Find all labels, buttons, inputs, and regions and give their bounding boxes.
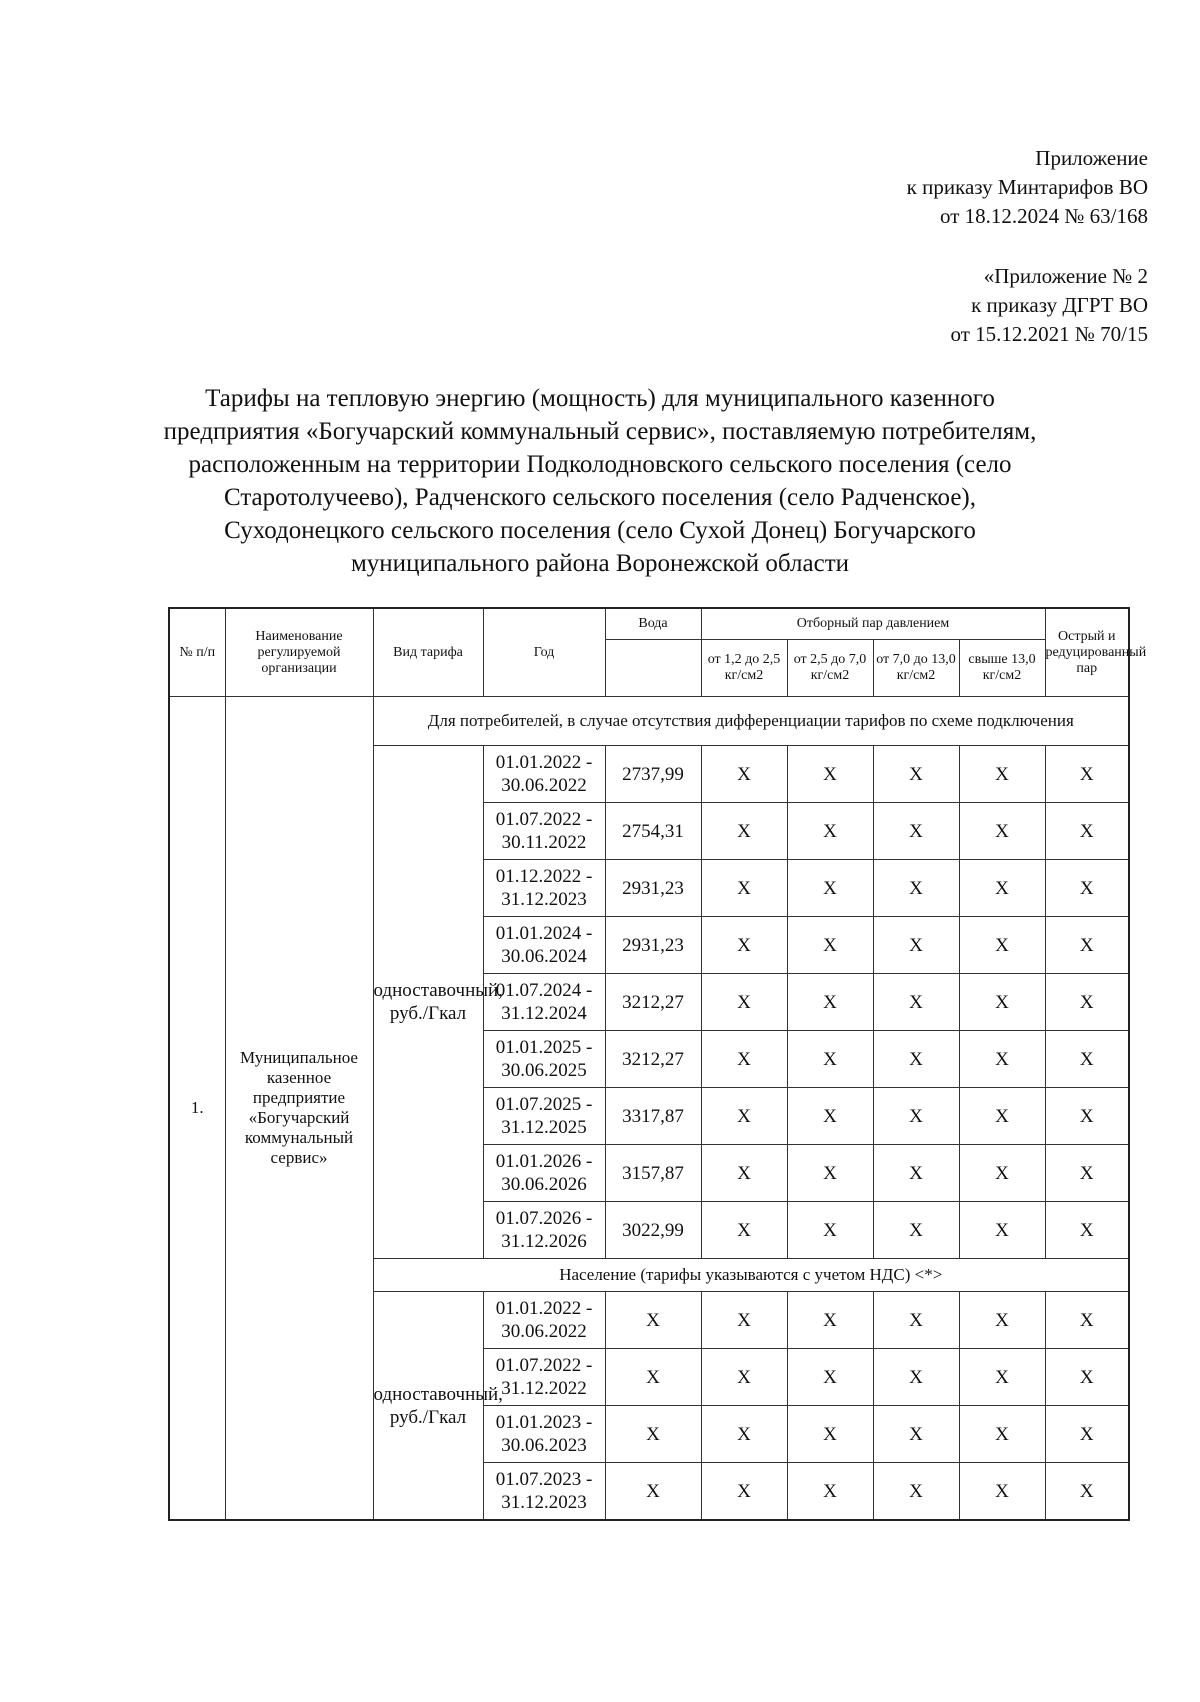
section-row: [169, 697, 1129, 746]
col-header-org: Наименование регулируемой организации: [225, 608, 373, 697]
value-cell-p4: X: [959, 1292, 1045, 1349]
value-cell-p3: X: [873, 1088, 959, 1145]
value-cell-p1: X: [701, 1088, 787, 1145]
period-cell: 01.01.2026 - 30.06.2026: [483, 1145, 605, 1202]
period-cell: 01.07.2025 - 31.12.2025: [483, 1088, 605, 1145]
table-body: [169, 697, 1129, 1521]
value-cell-p4: X: [959, 917, 1045, 974]
col-header-steam-group: Отборный пар давлением: [701, 608, 1045, 640]
col-header-tariff-type: Вид тарифа: [373, 608, 483, 697]
value-cell-water: X: [605, 1292, 701, 1349]
period-cell: 01.07.2026 - 31.12.2026: [483, 1202, 605, 1259]
value-cell-water: 2931,23: [605, 917, 701, 974]
value-cell-p3: X: [873, 1349, 959, 1406]
value-cell-p3: X: [873, 746, 959, 803]
organization-name: Муниципальное казенное предприятие «Богучарский коммунальный сервис»: [225, 697, 373, 1521]
value-cell-p3: X: [873, 860, 959, 917]
value-cell-water: X: [605, 1463, 701, 1521]
col-header-p3: от 7,0 до 13,0 кг/см2: [873, 640, 959, 697]
value-cell-water: 3157,87: [605, 1145, 701, 1202]
value-cell-water: 3317,87: [605, 1088, 701, 1145]
value-cell-sharp: X: [1045, 1202, 1129, 1259]
value-cell-p3: X: [873, 917, 959, 974]
value-cell-p4: X: [959, 803, 1045, 860]
value-cell-p2: X: [787, 974, 873, 1031]
value-cell-water: 3212,27: [605, 1031, 701, 1088]
value-cell-p4: X: [959, 974, 1045, 1031]
table-header-row: [169, 608, 1129, 640]
value-cell-water: 2737,99: [605, 746, 701, 803]
value-cell-sharp: X: [1045, 917, 1129, 974]
period-cell: 01.01.2025 - 30.06.2025: [483, 1031, 605, 1088]
value-cell-p2: X: [787, 1463, 873, 1521]
value-cell-p1: X: [701, 1202, 787, 1259]
period-cell: 01.07.2022 - 30.11.2022: [483, 803, 605, 860]
value-cell-p1: X: [701, 1145, 787, 1202]
value-cell-p2: X: [787, 1145, 873, 1202]
value-cell-p4: X: [959, 746, 1045, 803]
value-cell-p1: X: [701, 917, 787, 974]
appendix-header-line3: от 18.12.2024 № 63/168: [939, 204, 1148, 228]
value-cell-p4: X: [959, 1088, 1045, 1145]
value-cell-p1: X: [701, 974, 787, 1031]
value-cell-p2: X: [787, 1088, 873, 1145]
appendix-header: [907, 144, 1148, 231]
value-cell-sharp: X: [1045, 1406, 1129, 1463]
value-cell-p4: X: [959, 1031, 1045, 1088]
value-cell-p2: X: [787, 1292, 873, 1349]
col-header-sharp-steam: Острый и редуцированный пар: [1045, 608, 1129, 697]
value-cell-p1: X: [701, 746, 787, 803]
col-header-p4: свыше 13,0 кг/см2: [959, 640, 1045, 697]
appendix-original-line3: от 15.12.2021 № 70/15: [950, 322, 1148, 346]
value-cell-water: 3212,27: [605, 974, 701, 1031]
value-cell-sharp: X: [1045, 746, 1129, 803]
section-title-consumers: Для потребителей, в случае отсутствия дифференциации тарифов по схеме подключения: [373, 697, 1129, 746]
value-cell-p4: X: [959, 1349, 1045, 1406]
period-cell: 01.12.2022 - 31.12.2023: [483, 860, 605, 917]
value-cell-p2: X: [787, 1349, 873, 1406]
value-cell-p2: X: [787, 803, 873, 860]
value-cell-p1: X: [701, 1349, 787, 1406]
period-cell: 01.01.2022 - 30.06.2022: [483, 1292, 605, 1349]
value-cell-p2: X: [787, 746, 873, 803]
value-cell-sharp: X: [1045, 803, 1129, 860]
value-cell-p2: X: [787, 917, 873, 974]
appendix-header-line1: Приложение: [1035, 146, 1148, 170]
period-cell: 01.07.2024 - 31.12.2024: [483, 974, 605, 1031]
period-cell: 01.01.2023 - 30.06.2023: [483, 1406, 605, 1463]
period-cell: 01.01.2024 - 30.06.2024: [483, 917, 605, 974]
document-title: Тарифы на тепловую энергию (мощность) для муниципального казенного предприятия «Богучарский коммунальный сервис», поставляемую потребителям, расположенным на территории Подколодновского сельского поселения (село Старотолучеево), Радченского сельского поселения (село Радченское), Суходонецкого сельского поселения (село Сухой Донец) Богучарского муниципального района Воронежской области: [163, 385, 1037, 577]
col-header-p2: от 2,5 до 7,0 кг/см2: [787, 640, 873, 697]
section-title-population: Население (тарифы указываются с учетом НДС) <*>: [373, 1259, 1129, 1292]
row-number: 1.: [169, 697, 225, 1521]
value-cell-p4: X: [959, 860, 1045, 917]
value-cell-p4: X: [959, 1202, 1045, 1259]
value-cell-p1: X: [701, 1031, 787, 1088]
period-cell: 01.01.2022 - 30.06.2022: [483, 746, 605, 803]
value-cell-water: 3022,99: [605, 1202, 701, 1259]
tariffs-table: [168, 607, 1147, 1521]
value-cell-p2: X: [787, 1031, 873, 1088]
col-header-year: Год: [483, 608, 605, 697]
value-cell-p4: X: [959, 1463, 1045, 1521]
period-cell: 01.07.2022 - 31.12.2022: [483, 1349, 605, 1406]
value-cell-p3: X: [873, 1406, 959, 1463]
value-cell-sharp: X: [1045, 1463, 1129, 1521]
value-cell-sharp: X: [1045, 860, 1129, 917]
tariff-type: одноставочный, руб./Гкал: [373, 746, 483, 1259]
col-header-p1: от 1,2 до 2,5 кг/см2: [701, 640, 787, 697]
value-cell-p3: X: [873, 1031, 959, 1088]
value-cell-p1: X: [701, 860, 787, 917]
value-cell-p3: X: [873, 1292, 959, 1349]
value-cell-p1: X: [701, 1292, 787, 1349]
value-cell-water: X: [605, 1406, 701, 1463]
value-cell-sharp: X: [1045, 1031, 1129, 1088]
tariff-type: одноставочный, руб./Гкал: [373, 1292, 483, 1521]
value-cell-p4: X: [959, 1145, 1045, 1202]
appendix-header-line2: к приказу Минтарифов ВО: [906, 175, 1148, 199]
value-cell-p3: X: [873, 974, 959, 1031]
value-cell-sharp: X: [1045, 1349, 1129, 1406]
col-header-num: № п/п: [169, 608, 225, 697]
value-cell-sharp: X: [1045, 1088, 1129, 1145]
value-cell-p2: X: [787, 860, 873, 917]
appendix-original-line2: к приказу ДГРТ ВО: [971, 293, 1148, 317]
appendix-original-line1: «Приложение № 2: [983, 264, 1148, 288]
value-cell-p4: X: [959, 1406, 1045, 1463]
value-cell-water: 2931,23: [605, 860, 701, 917]
value-cell-p3: X: [873, 1202, 959, 1259]
value-cell-p1: X: [701, 1406, 787, 1463]
value-cell-water: X: [605, 1349, 701, 1406]
value-cell-p1: X: [701, 803, 787, 860]
value-cell-p3: X: [873, 1463, 959, 1521]
value-cell-p3: X: [873, 1145, 959, 1202]
appendix-original-header: [950, 262, 1148, 349]
period-cell: 01.07.2023 - 31.12.2023: [483, 1463, 605, 1521]
value-cell-p3: X: [873, 803, 959, 860]
value-cell-sharp: X: [1045, 1145, 1129, 1202]
col-header-water: Вода: [605, 608, 701, 640]
value-cell-p2: X: [787, 1406, 873, 1463]
value-cell-p1: X: [701, 1463, 787, 1521]
value-cell-p2: X: [787, 1202, 873, 1259]
value-cell-water: 2754,31: [605, 803, 701, 860]
col-header-water-blank: [605, 640, 701, 697]
value-cell-sharp: X: [1045, 1292, 1129, 1349]
value-cell-sharp: X: [1045, 974, 1129, 1031]
